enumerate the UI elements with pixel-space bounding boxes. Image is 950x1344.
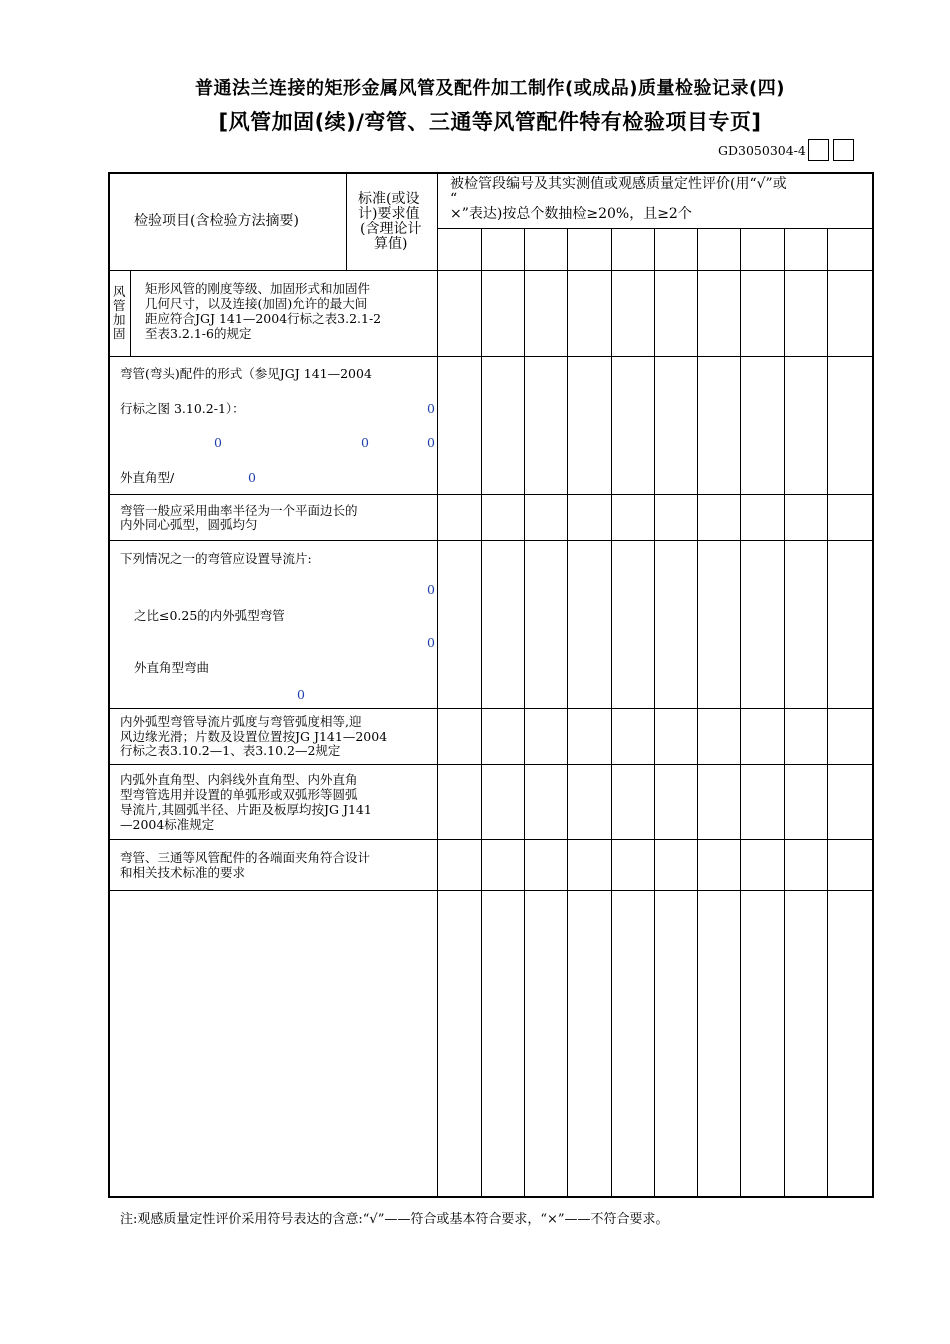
header-measured-1: 被检管段编号及其实测值或观感质量定性评价(用“√”或 [450, 176, 787, 192]
row7-text-2: 和相关技术标准的要求 [120, 865, 246, 880]
row2-text-1: 弯管(弯头)配件的形式（参见JGJ 141—2004 [120, 366, 372, 381]
row4-text-2: 之比≤0.25的内外弧型弯管 [134, 608, 285, 623]
column-divider [740, 228, 741, 1198]
column-divider [437, 172, 438, 1198]
column-divider [567, 228, 568, 1198]
row1-text-4: 至表3.2.1-6的规定 [145, 326, 252, 341]
row-divider [108, 890, 874, 891]
column-divider [697, 228, 698, 1198]
column-divider [784, 228, 785, 1198]
row4-text-3: 外直角型弯曲 [134, 660, 210, 675]
row-divider [108, 356, 874, 357]
row2-text-2: 行标之图 3.10.2-1）： [120, 401, 245, 416]
row4-value-a: 0 [427, 582, 435, 597]
row3-text-2: 内外同心弧型，圆弧均匀 [120, 517, 258, 532]
group-label-1: 风 [113, 284, 126, 299]
column-divider [654, 228, 655, 1198]
column-divider [346, 172, 347, 270]
row6-text-4: —2004标准规定 [120, 817, 215, 832]
header-measured-3: ×”表达)按总个数抽检≥20%，且≥2个 [450, 206, 692, 222]
row1-text-1: 矩形风管的刚度等级、加固形式和加固件 [145, 281, 371, 296]
form-code: GD3050304-4 [718, 142, 806, 158]
group-label-3: 加 [113, 312, 126, 327]
header-standard-4: 算值) [374, 236, 408, 252]
header-standard-1: 标准(或设 [358, 191, 420, 207]
header-standard-2: 计)要求值 [358, 206, 420, 222]
row3-text-1: 弯管一般应采用曲率半径为一个平面边长的 [120, 503, 358, 518]
row5-text-3: 行标之表3.10.2—1、表3.10.2—2规定 [120, 743, 341, 758]
row-divider [108, 708, 874, 709]
row-divider [108, 764, 874, 765]
row5-text-2: 风边缘光滑；片数及设置位置按JG J141—2004 [120, 729, 388, 744]
row6-text-1: 内弧外直角型、内斜线外直角型、内外直角 [120, 772, 358, 787]
row7-text-1: 弯管、三通等风管配件的各端面夹角符合设计 [120, 850, 371, 865]
row2-value-c: 0 [361, 435, 369, 450]
group-label-4: 固 [113, 326, 126, 341]
row2-value-b: 0 [214, 435, 222, 450]
row2-value-e: 0 [248, 470, 256, 485]
column-divider [611, 228, 612, 1198]
form-title: 普通法兰连接的矩形金属风管及配件加工制作(或成品)质量检验记录(四) [195, 78, 785, 99]
row2-text-4: 外直角型/ [120, 470, 175, 485]
row-divider [108, 494, 874, 495]
header-measured-2: “ [450, 191, 458, 207]
form-code-box-2[interactable] [833, 139, 854, 161]
row2-value-d: 0 [427, 435, 435, 450]
form-code-box-1[interactable] [808, 139, 829, 161]
row-divider [108, 839, 874, 840]
form-code-area [718, 138, 854, 162]
column-divider [827, 228, 828, 1198]
form-subtitle: [风管加固(续)/弯管、三通等风管配件特有检验项目专页] [218, 110, 762, 134]
row4-value-b: 0 [427, 635, 435, 650]
header-standard-3: (含理论计 [360, 221, 422, 237]
row5-text-1: 内外弧型弯管导流片弧度与弯管弧度相等,迎 [120, 714, 362, 729]
row2-value-a: 0 [427, 401, 435, 416]
row6-text-2: 型弯管选用并设置的单弧形或双弧形等圆弧 [120, 787, 358, 802]
row-divider [108, 540, 874, 541]
row4-value-c: 0 [297, 687, 305, 702]
header-item: 检验项目(含检验方法摘要) [134, 213, 299, 229]
column-divider [481, 228, 482, 1198]
row4-text-1: 下列情况之一的弯管应设置导流片: [120, 551, 312, 566]
group-label-2: 管 [113, 298, 126, 313]
row-divider [438, 228, 874, 229]
row1-text-3: 距应符合JGJ 141—2004行标之表3.2.1-2 [145, 311, 382, 326]
footnote: 注:观感质量定性评价采用符号表达的含意:“√”——符合或基本符合要求，“×”——不符合要求。 [120, 1212, 669, 1227]
column-divider [130, 270, 131, 356]
row6-text-3: 导流片,其圆弧半径、片距及板厚均按JG J141 [120, 802, 372, 817]
row-divider [108, 270, 874, 271]
row1-text-2: 几何尺寸，以及连接(加固)允许的最大间 [145, 296, 368, 311]
column-divider [524, 228, 525, 1198]
